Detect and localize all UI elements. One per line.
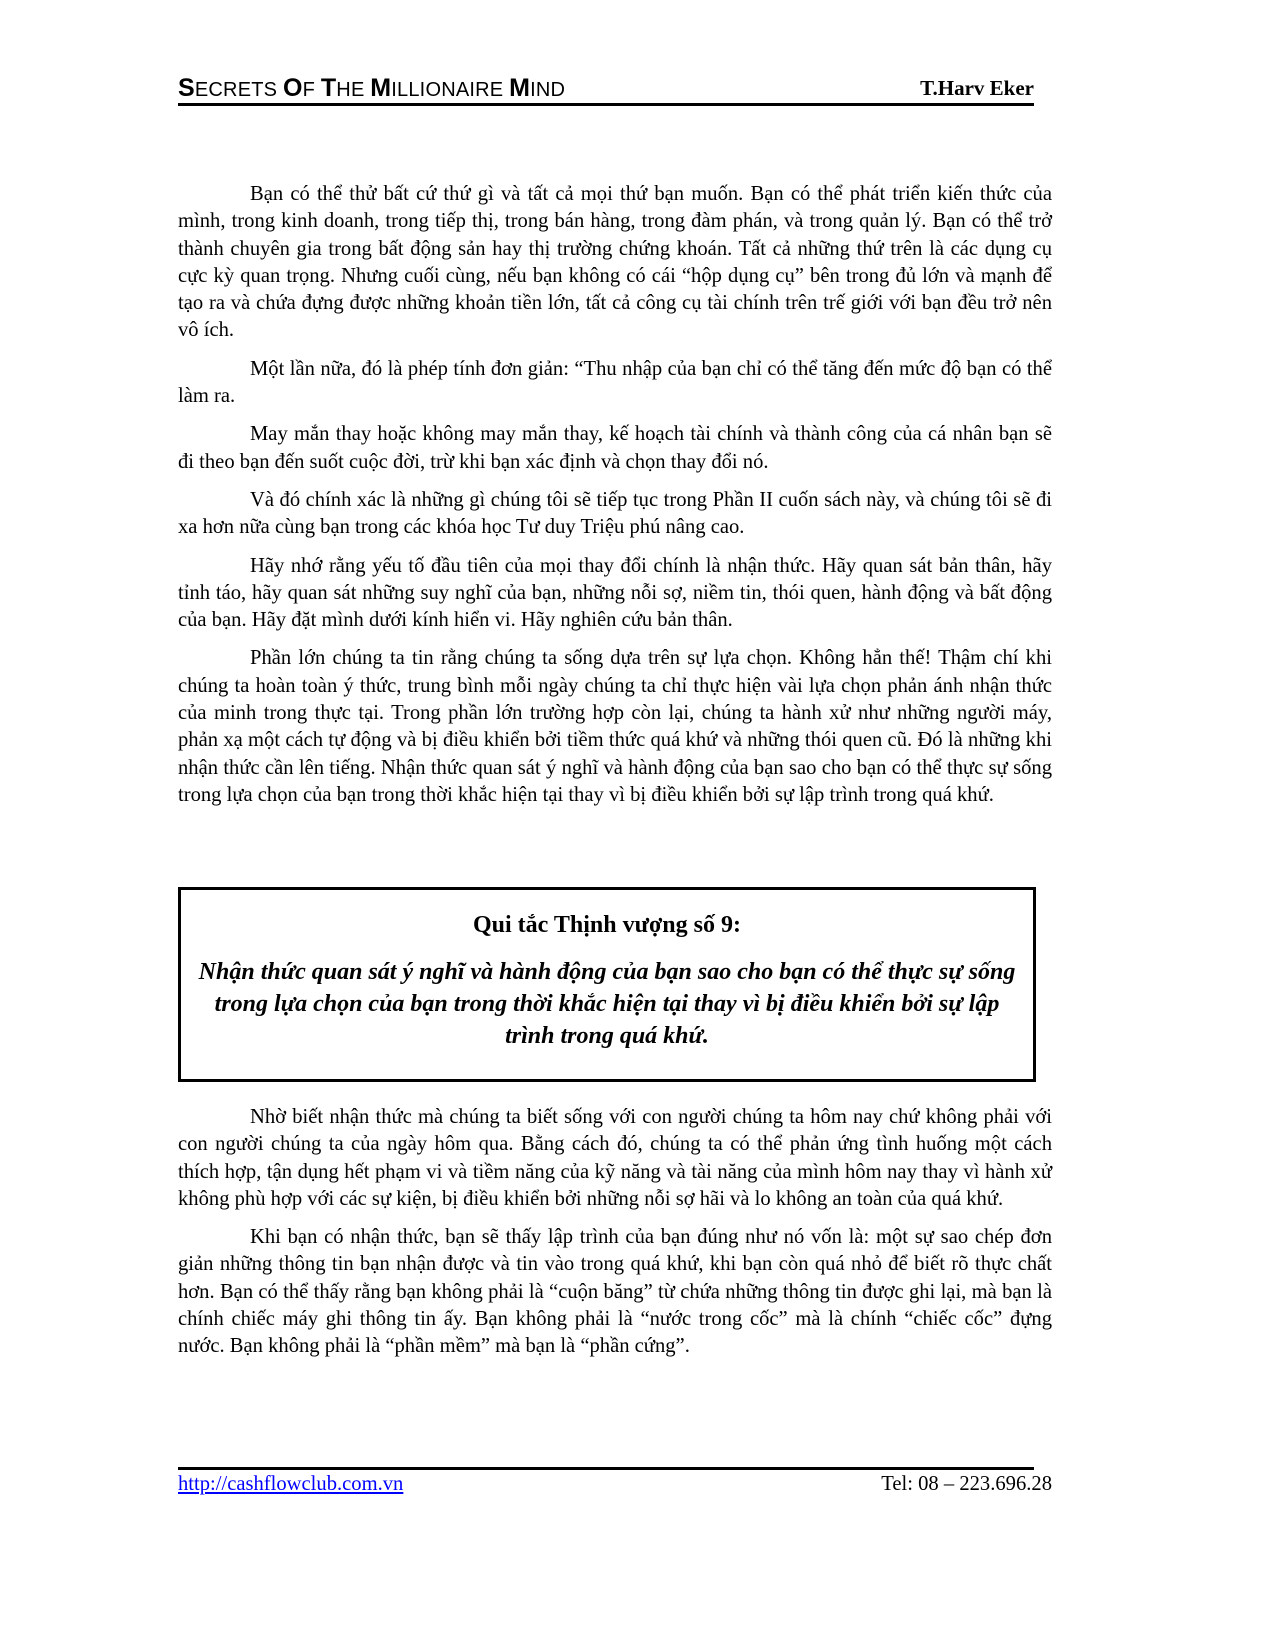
principle-title: Qui tắc Thịnh vượng số 9: (473, 912, 741, 938)
principle-text: Nhận thức quan sát ý nghĩ và hành động của bạn sao cho bạn có thể thực sự sống trong lựa chọn của bạn trong thời khắc hiện tại thay vì bị điều khiển bởi sự lập trình trong quá khứ. (198, 959, 1016, 1049)
website-link[interactable]: http://cashflowclub.com.vn (178, 1473, 404, 1495)
paragraph: Và đó chính xác là những gì chúng tôi sẽ tiếp tục trong Phần II cuốn sách này, và chúng tôi sẽ đi xa hơn nữa cùng bạn trong các khóa học Tư duy Triệu phú nâng cao. (178, 488, 1052, 539)
paragraph: Nhờ biết nhận thức mà chúng ta biết sống với con người chúng ta hôm nay chứ không phải với con người chúng ta của ngày hôm qua. Bằng cách đó, chúng ta có thể phản ứng tình huống một cách thích hợp, tận dụng hết phạm vi và tiềm năng của kỹ năng và tài năng của mình hôm nay thay vì hành xử không phù hợp với các sự kiện, bị điều khiển bởi những nỗi sợ hãi và lo không an toàn của quá khứ. (178, 1106, 1052, 1210)
paragraph: Hãy nhớ rằng yếu tố đầu tiên của mọi thay đổi chính là nhận thức. Hãy quan sát bản thân, hãy tỉnh táo, hãy quan sát những suy nghĩ của bạn, những nỗi sợ, niềm tin, thói quen, hành động và bất động của bạn. Hãy đặt mình dưới kính hiển vi. Hãy nghiên cứu bản thân. (178, 554, 1052, 632)
author-name: T.Harv Eker (920, 76, 1034, 100)
wealth-principle-box (178, 887, 1036, 1082)
title-word: OF (282, 74, 321, 102)
paragraph: Khi bạn có nhận thức, bạn sẽ thấy lập trình của bạn đúng như nó vốn là: một sự sao chép đơn giản những thông tin bạn nhận được và tin vào trong quá khứ, khi bạn còn quá nhỏ để biết rõ thực chất hơn. Bạn có thể thấy rằng bạn không phải là “cuộn băng” từ chứa những thông tin được ghi lại, mà bạn là chính chiếc máy ghi thông tin ấy. Bạn không phải là “nước trong cốc” mà là chính “chiếc cốc” đựng nước. Bạn không phải là “phần mềm” mà bạn là “phần cứng”. (178, 1226, 1052, 1358)
book-title (178, 74, 565, 103)
title-word: SECRETS (178, 74, 283, 102)
title-word: THE (320, 74, 371, 102)
paragraph: May mắn thay hoặc không may mắn thay, kế hoạch tài chính và thành công của cá nhân bạn sẽ đi theo bạn đến suốt cuộc đời, trừ khi bạn xác định và chọn thay đổi nó. (178, 423, 1052, 473)
header-divider (178, 103, 1034, 106)
paragraph: Bạn có thể thử bất cứ thứ gì và tất cả mọi thứ bạn muốn. Bạn có thể phát triển kiến thức của mình, trong kinh doanh, trong tiếp thị, trong bán hàng, trong đàm phán, và trong quản lý. Bạn có thể trở thành chuyên gia trong bất động sản hay thị trường chứng khoán. Tất cả những thứ trên là các dụng cụ cực kỳ quan trọng. Nhưng cuối cùng, nếu bạn không có cái “hộp dụng cụ” bên trong đủ lớn và mạnh để tạo ra và chứa đựng được những khoản tiền lớn, tất cả công cụ tài chính trên trế giới với bạn đều trở nên vô ích. (178, 183, 1052, 342)
paragraph: Một lần nữa, đó là phép tính đơn giản: “Thu nhập của bạn chỉ có thể tăng đến mức độ bạn có thể làm ra. (178, 357, 1052, 408)
page-header (178, 74, 1034, 104)
title-word: MILLIONAIRE (370, 74, 510, 102)
body-section-before (178, 181, 1052, 820)
paragraph: Phần lớn chúng ta tin rằng chúng ta sống dựa trên sự lựa chọn. Không hẳn thế! Thậm chí khi chúng ta hoàn toàn ý thức, trung bình mỗi ngày chúng ta chỉ thực hiện vài lựa chọn phản ánh nhận thức của minh trong thực tại. Trong phần lớn trường hợp còn lại, chúng ta hành xử như những người máy, phản xạ một cách tự động và bị điều khiển bởi tiềm thức quá khứ và những thói quen cũ. Đó là những khi nhận thức cần lên tiếng. Nhận thức quan sát ý nghĩ và hành động của bạn sao cho bạn có thể thực sự sống trong lựa chọn của bạn trong thời khắc hiện tại thay vì bị điều khiển bởi sự lập trình trong quá khứ. (178, 647, 1052, 806)
phone-number: Tel: 08 – 223.696.28 (881, 1473, 1052, 1495)
body-section-after (178, 1104, 1052, 1372)
footer-divider (178, 1467, 1034, 1470)
title-word: MIND (509, 74, 566, 102)
